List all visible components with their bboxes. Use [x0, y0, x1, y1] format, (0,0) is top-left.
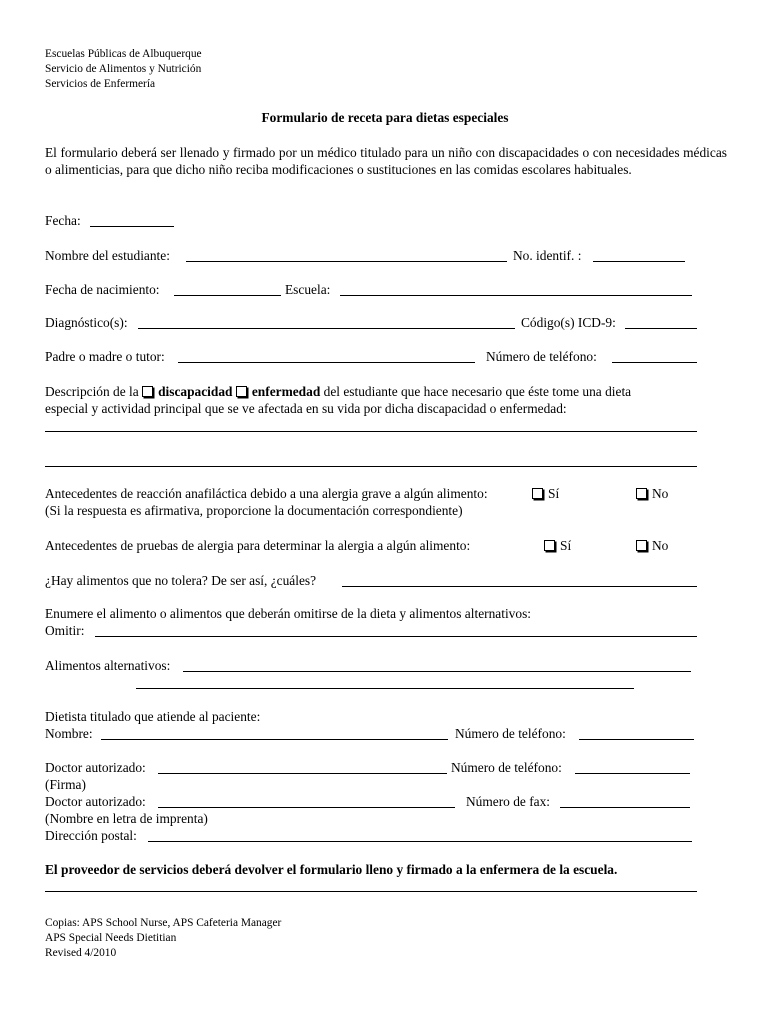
dietista-telefono-field[interactable] [579, 739, 694, 740]
anafilaxia-no-checkbox[interactable] [636, 488, 647, 499]
imprenta-note: (Nombre en letra de imprenta) [45, 811, 208, 826]
omitir-intro: Enumere el alimento o alimentos que deberán omitirse de la dieta y alimentos alternativos: [45, 606, 531, 621]
direccion-field[interactable] [148, 841, 692, 842]
padre-tutor-field[interactable] [178, 362, 475, 363]
pruebas-yes-checkbox[interactable] [544, 540, 555, 551]
escuela-label: Escuela: [285, 282, 331, 297]
dietista-nombre-label: Nombre: [45, 726, 93, 741]
anafilaxia-no-option[interactable] [636, 486, 668, 502]
direccion-label: Dirección postal: [45, 828, 137, 843]
padre-telefono-label: Número de teléfono: [486, 349, 597, 364]
doctor-nombre-field[interactable] [158, 807, 455, 808]
fecha-label: Fecha: [45, 213, 81, 228]
descripcion-line-2: especial y actividad principal que se ve afectada en su vida por dicha discapacidad o enfermedad: [45, 401, 567, 416]
devolver-instruction: El proveedor de servicios deberá devolver el formulario lleno y firmado a la enfermera de la escuela. [45, 862, 618, 877]
diagnostico-field[interactable] [138, 328, 515, 329]
fecha-nacimiento-field[interactable] [174, 295, 281, 296]
pruebas-no-checkbox[interactable] [636, 540, 647, 551]
doctor-fax-field[interactable] [560, 807, 690, 808]
dietista-nombre-field[interactable] [101, 739, 448, 740]
header-line-2: Servicio de Alimentos y Nutrición [45, 63, 202, 75]
alternativos-field-1[interactable] [183, 671, 691, 672]
fecha-field[interactable] [90, 226, 174, 227]
omitir-field[interactable] [95, 636, 697, 637]
pruebas-no-label: No [652, 538, 669, 553]
firma-note: (Firma) [45, 777, 86, 792]
doctor-telefono-label: Número de teléfono: [451, 760, 562, 775]
padre-tutor-label: Padre o madre o tutor: [45, 349, 165, 364]
descripcion-prefix: Descripción de la [45, 384, 139, 399]
doctor-nombre-label: Doctor autorizado: [45, 794, 146, 809]
fecha-nacimiento-label: Fecha de nacimiento: [45, 282, 160, 297]
enfermedad-label: enfermedad [251, 384, 321, 399]
intro-paragraph: El formulario deberá ser llenado y firmado por un médico titulado para un niño con discapacidades o con necesidades médicas o alimenticias, para que dicho niño reciba modificaciones o sustituciones en las comidas escolares habituales. [45, 145, 727, 177]
footer-line-2: APS Special Needs Dietitian [45, 932, 177, 944]
footer-line-3: Revised 4/2010 [45, 947, 117, 959]
nombre-estudiante-field[interactable] [186, 261, 507, 262]
doctor-firma-label: Doctor autorizado: [45, 760, 146, 775]
anafilaxia-yes-label: Sí [548, 486, 560, 501]
tolera-field[interactable] [342, 586, 697, 587]
anafilaxia-yes-checkbox[interactable] [532, 488, 543, 499]
anafilaxia-question: Antecedentes de reacción anafiláctica debido a una alergia grave a algún alimento: [45, 486, 488, 501]
descripcion-line-1 [45, 384, 631, 400]
codigo-icd-field[interactable] [625, 328, 697, 329]
discapacidad-label: discapacidad [158, 384, 233, 399]
form-title: Formulario de receta para dietas especiales [261, 110, 509, 125]
nombre-estudiante-label: Nombre del estudiante: [45, 248, 170, 263]
pruebas-yes-option[interactable] [544, 538, 571, 554]
anafilaxia-no-label: No [652, 486, 669, 501]
dietista-telefono-label: Número de teléfono: [455, 726, 566, 741]
no-identif-label: No. identif. : [513, 248, 582, 263]
footer-line-1: Copias: APS School Nurse, APS Cafeteria Manager [45, 917, 282, 929]
descripcion-suffix: del estudiante que hace necesario que éste tome una dieta [323, 384, 632, 399]
padre-telefono-field[interactable] [612, 362, 697, 363]
header-line-1: Escuelas Públicas de Albuquerque [45, 48, 202, 60]
header-line-3: Servicios de Enfermería [45, 78, 156, 90]
descripcion-field-1[interactable] [45, 431, 697, 432]
pruebas-no-option[interactable] [636, 538, 668, 554]
pruebas-question: Antecedentes de pruebas de alergia para determinar la alergia a algún alimento: [45, 538, 471, 553]
alternativos-field-2[interactable] [136, 688, 634, 689]
enfermedad-checkbox[interactable] [236, 386, 247, 397]
pruebas-yes-label: Sí [560, 538, 572, 553]
diagnostico-label: Diagnóstico(s): [45, 315, 128, 330]
alternativos-label: Alimentos alternativos: [45, 658, 171, 673]
anafilaxia-note: (Si la respuesta es afirmativa, proporcione la documentación correspondiente) [45, 503, 463, 518]
escuela-field[interactable] [340, 295, 692, 296]
tolera-label: ¿Hay alimentos que no tolera? De ser así, ¿cuáles? [45, 573, 317, 588]
doctor-firma-field[interactable] [158, 773, 447, 774]
dietista-heading: Dietista titulado que atiende al paciente: [45, 709, 261, 724]
no-identif-field[interactable] [593, 261, 685, 262]
divider-line [45, 891, 697, 892]
omitir-label: Omitir: [45, 623, 85, 638]
doctor-fax-label: Número de fax: [466, 794, 551, 809]
discapacidad-checkbox[interactable] [142, 386, 153, 397]
codigo-icd-label: Código(s) ICD-9: [521, 315, 616, 330]
descripcion-field-2[interactable] [45, 466, 697, 467]
anafilaxia-yes-option[interactable] [532, 486, 559, 502]
doctor-telefono-field[interactable] [575, 773, 690, 774]
